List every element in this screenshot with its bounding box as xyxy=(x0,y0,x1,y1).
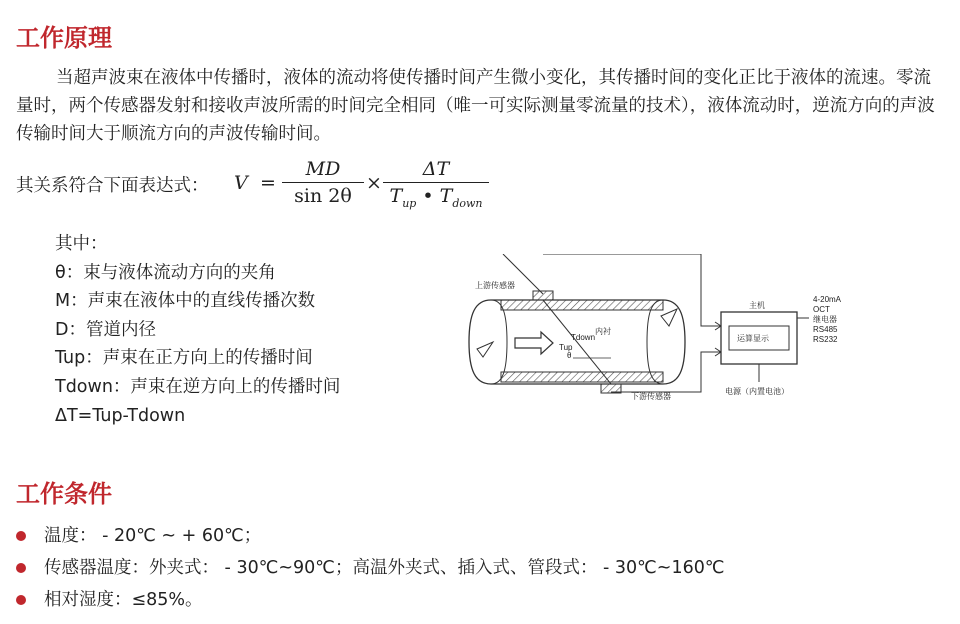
output-label: OCT xyxy=(813,305,830,314)
fraction-delta-t xyxy=(383,158,489,210)
liner-label: 内衬 xyxy=(595,327,611,336)
definition-item: Tdown：声束在逆方向上的传播时间 xyxy=(55,376,341,397)
definitions-list xyxy=(55,230,340,430)
tdown-subscript: down xyxy=(452,197,483,210)
output-label: RS232 xyxy=(813,335,838,344)
list-item xyxy=(16,520,725,552)
output-label: 继电器 xyxy=(813,315,837,324)
bullet-dot-icon xyxy=(16,563,26,573)
host-label: 主机 xyxy=(749,301,765,310)
list-item xyxy=(16,552,725,584)
bullet-operator: • xyxy=(422,185,434,207)
downstream-sensor-label: 下游传感器 xyxy=(631,392,671,401)
flow-arrow-icon xyxy=(515,332,553,354)
sound-path xyxy=(543,300,611,384)
list-item xyxy=(16,584,725,616)
principle-text: 当超声波束在液体中传播时，液体的流动将使传播时间产生微小变化，其传播时间的变化正比于液体的流速。零流量时，两个传感器发射和接收声波所需的时间完全相同（唯一可实际测量零流量的技术），液体流动时，逆流方向的声波传输时间大于顺流方向的声波传输时间。 xyxy=(16,68,935,144)
formula-intro: 其关系符合下面表达式： xyxy=(16,176,209,196)
tup-subscript: up xyxy=(402,197,417,210)
formula-times: × xyxy=(366,172,382,194)
list-item-text: 相对湿度：≤85%。 xyxy=(44,590,203,610)
flowmeter-diagram xyxy=(463,254,863,414)
section-title-working-conditions: 工作条件 xyxy=(16,480,112,508)
signal-wires xyxy=(503,254,721,392)
tup-label: Tup xyxy=(559,343,573,352)
fraction-md-bar xyxy=(282,182,364,183)
principle-paragraph xyxy=(16,64,944,148)
bullet-dot-icon xyxy=(16,595,26,605)
power-label: 电源（内置电池） xyxy=(725,387,789,396)
section-title-working-principle: 工作原理 xyxy=(16,24,112,52)
definition-item: M：声束在液体中的直线传播次数 xyxy=(55,291,316,312)
theta-label: θ xyxy=(567,351,572,360)
tup-symbol: T xyxy=(389,185,403,207)
formula-lhs: V xyxy=(234,172,248,194)
list-item-text: 温度： - 20℃ ~ + 60℃； xyxy=(44,526,262,546)
conditions-list xyxy=(16,520,725,616)
list-item-text: 传感器温度：外夹式： - 30℃~90℃；高温外夹式、插入式、管段式： - 30℃~160℃ xyxy=(44,558,725,578)
output-label: RS485 xyxy=(813,325,838,334)
fraction-delta-t-bar xyxy=(383,182,489,183)
formula-equals: = xyxy=(260,172,276,194)
processor-label: 运算显示 xyxy=(737,334,769,343)
definition-item: ΔT=Tup-Tdown xyxy=(55,405,186,426)
fraction-md-denominator: sin 2θ xyxy=(294,185,352,207)
fraction-md-numerator: MD xyxy=(305,158,341,180)
fraction-delta-t-denominator xyxy=(383,185,489,210)
upstream-sensor xyxy=(533,291,553,300)
fraction-delta-t-numerator: ΔT xyxy=(422,158,450,180)
definition-item: Tup：声束在正方向上的传播时间 xyxy=(55,348,313,369)
tdown-symbol: T xyxy=(439,185,453,207)
fraction-md xyxy=(282,158,364,207)
bullet-dot-icon xyxy=(16,531,26,541)
upstream-sensor-label: 上游传感器 xyxy=(475,281,515,290)
tdown-label: Tdown xyxy=(571,333,596,342)
definition-item: 其中： xyxy=(55,234,108,254)
definition-item: D：管道内径 xyxy=(55,319,156,340)
definition-item: θ：束与液体流动方向的夹角 xyxy=(55,262,276,283)
output-label: 4-20mA xyxy=(813,295,842,304)
